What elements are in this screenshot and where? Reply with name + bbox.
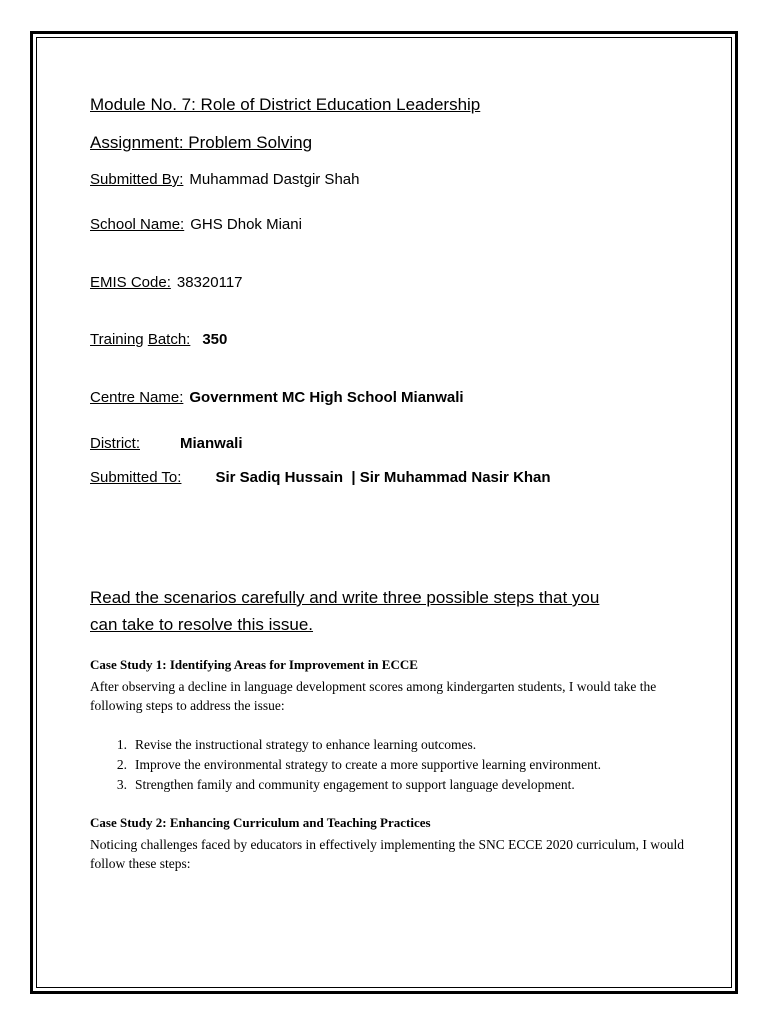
instructions-heading bbox=[90, 584, 599, 638]
emis-code-label: EMIS Code: bbox=[90, 274, 171, 291]
list-item-number: 2. bbox=[116, 757, 127, 772]
list-item-text: Strengthen family and community engagement to support language development. bbox=[135, 777, 575, 792]
case-study-2-intro: Noticing challenges faced by educators in effectively implementing the SNC ECCE 2020 curriculum, I would follow these steps: bbox=[90, 837, 684, 871]
list-item-text: Improve the environmental strategy to create a more supportive learning environment. bbox=[135, 757, 601, 772]
submitted-by-label: Submitted By: bbox=[90, 171, 184, 188]
list-item bbox=[90, 755, 601, 775]
list-item-text: Revise the instructional strategy to enhance learning outcomes. bbox=[135, 737, 477, 752]
submitted-by-row bbox=[90, 171, 359, 188]
centre-name-label: Centre Name: bbox=[90, 389, 184, 406]
module-title: Module No. 7: Role of District Education Leadership bbox=[90, 95, 481, 114]
case-study-1-title: Case Study 1: Identifying Areas for Improvement in ECCE bbox=[90, 657, 418, 672]
assignment-title: Assignment: Problem Solving bbox=[90, 133, 313, 152]
centre-name-row bbox=[90, 389, 464, 406]
case-study-2-title: Case Study 2: Enhancing Curriculum and Teaching Practices bbox=[90, 815, 431, 830]
instructions-line-2: can take to resolve this issue. bbox=[90, 615, 314, 634]
emis-code-value: 38320117 bbox=[176, 274, 243, 291]
training-batch-row bbox=[90, 331, 227, 348]
district-label: District: bbox=[90, 435, 140, 452]
batch-label: Batch: bbox=[147, 331, 191, 348]
centre-name-value: Government MC High School Mianwali bbox=[189, 389, 464, 406]
case-study-1-intro: After observing a decline in language development scores among kindergarten students, I would take the following steps to address the issue: bbox=[90, 679, 657, 713]
district-row bbox=[90, 435, 243, 452]
school-name-value: GHS Dhok Miani bbox=[190, 216, 302, 233]
district-value: Mianwali bbox=[180, 435, 243, 452]
school-name-label: School Name: bbox=[90, 216, 185, 233]
list-item bbox=[90, 775, 601, 795]
emis-code-row bbox=[90, 274, 243, 291]
training-label: Training bbox=[90, 331, 144, 348]
list-item-number: 3. bbox=[116, 777, 127, 792]
school-name-row bbox=[90, 216, 302, 233]
case-study-1-steps bbox=[90, 735, 601, 795]
list-item bbox=[90, 735, 601, 755]
submitted-to-row bbox=[90, 469, 551, 486]
submitted-to-label: Submitted To: bbox=[90, 469, 182, 486]
submitted-by-value: Muhammad Dastgir Shah bbox=[189, 171, 360, 188]
training-batch-value: 350 bbox=[202, 331, 228, 348]
instructions-line-1: Read the scenarios carefully and write three possible steps that you bbox=[90, 588, 600, 607]
submitted-to-value: Sir Sadiq Hussain | Sir Muhammad Nasir Khan bbox=[215, 469, 551, 486]
list-item-number: 1. bbox=[116, 737, 127, 752]
